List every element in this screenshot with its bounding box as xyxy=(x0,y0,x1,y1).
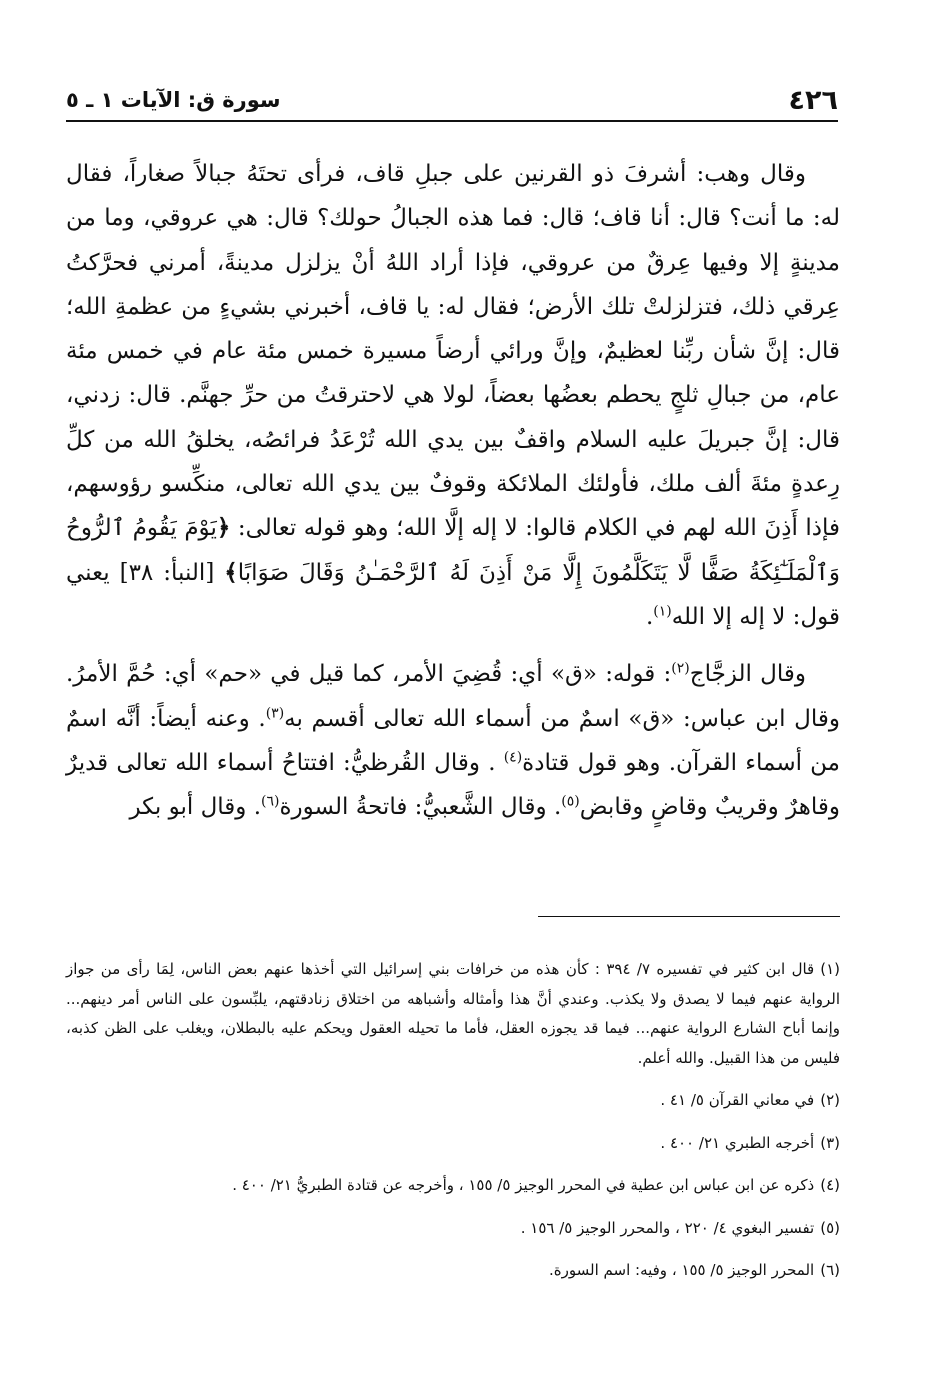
paragraph-wahb xyxy=(66,152,840,639)
paragraph-text: . وقال الشَّعبيُّ: فاتحةُ السورة xyxy=(279,794,562,821)
running-title: سورة ق: الآيات ١ ـ ٥ xyxy=(66,88,281,112)
footnote-text: في معاني القرآن ٥/ ٤١ . xyxy=(660,1091,815,1109)
paragraph-zajjaj xyxy=(66,652,840,829)
footnote xyxy=(66,1171,840,1201)
footnote-number: (٤) xyxy=(820,1176,840,1194)
footnotes xyxy=(66,955,840,1299)
main-text xyxy=(66,152,840,829)
footnote-number: (١) xyxy=(820,960,841,978)
footnote-marker[interactable]: (٣) xyxy=(265,704,285,721)
footnote-number: (٢) xyxy=(820,1091,840,1109)
quran-verse: يَوْمَ يَقُومُ ٱلرُّوحُ وَٱلْمَلَـٰٓئِكَةُ صَفًّا لَّا يَتَكَلَّمُونَ إِلَّا مَنْ أَذِنَ لَهُ ٱلرَّحْمَـٰنُ وَقَالَ صَوَابًا xyxy=(66,515,840,586)
paragraph-text: . وقال القُرظيُّ: افتتاحُ أسماء الله تعالى قديرٌ وقاهرٌ وقريبٌ وقاضٍ وقابض xyxy=(66,749,840,821)
footnote-marker[interactable]: (٤) xyxy=(503,749,523,766)
page-number: ٤٢٦ xyxy=(788,84,838,116)
footnote-text: المحرر الوجيز ٥/ ١٥٥ ، وفيه: اسم السورة. xyxy=(549,1261,815,1279)
footnote xyxy=(66,1086,840,1116)
quran-bracket-open: ﴿ xyxy=(216,514,231,542)
footnote-text: تفسير البغوي ٤/ ٢٢٠ ، والمحرر الوجيز ٥/ ١٥٦ . xyxy=(520,1218,815,1237)
footnote-number: (٦) xyxy=(820,1261,840,1279)
paragraph-text: وقال الزجَّاج xyxy=(689,661,806,688)
paragraph-text: : قوله: «ق» أي: قُضِيَ الأمر، كما قيل في «حم» أي: حُمَّ الأمرُ. وقال ابن عباس: «ق» اسمٌ من أسماء الله تعالى أقسم به xyxy=(66,661,841,732)
header-divider xyxy=(66,120,838,122)
page-header xyxy=(66,80,838,120)
footnote-text: ذكره عن ابن عباس ابن عطية في المحرر الوجيز ٥/ ١٥٥ ، وأخرجه عن قتادة الطبريُّ ٢١/ ٤٠٠ . xyxy=(232,1176,815,1194)
footnote xyxy=(66,955,840,1073)
footnote xyxy=(66,1214,840,1244)
footnote-number: (٥) xyxy=(820,1218,840,1237)
footnote-marker[interactable]: (١) xyxy=(653,603,672,620)
footnote-marker[interactable]: (٢) xyxy=(671,660,690,677)
quran-bracket-close: ﴾ xyxy=(224,558,238,586)
footnote-marker[interactable]: (٥) xyxy=(561,793,580,810)
paragraph-text: . xyxy=(645,603,654,630)
footnote-number: (٣) xyxy=(820,1133,840,1152)
footnote-divider xyxy=(538,916,840,917)
paragraph-text: . وعنه أيضاً: أنَّه اسمٌ من أسماء القرآن. وهو قول قتادة xyxy=(66,705,840,776)
paragraph-text: . وقال أبو بكر xyxy=(129,794,262,821)
footnote-text: أخرجه الطبري ٢١/ ٤٠٠ . xyxy=(660,1133,815,1152)
footnote xyxy=(66,1256,840,1286)
paragraph-text: وقال وهب: أشرفَ ذو القرنين على جبلِ قاف، فرأى تحتَهُ جبالاً صغاراً، فقال له: ما أنت؟ قال: أنا قاف؛ قال: فما هذه الجبالُ حولك؟ قال: هي عروقي، وما من مدينةٍ إلا وفيها عِرقٌ من عروقي، فإذا أراد اللهُ أنْ يزلزل مدينةً، أمرني فحرَّكتُ عِرقي ذلك، فتزلزلتْ تلك الأرض؛ فقال له: يا قاف، أخبرني بشيءٍ من عظمةِ الله؛ قال: إنَّ شأن ربِّنا لعظيمٌ، وإنَّ ورائي أرضاً مسيرة خمس مئة عام في خمس مئة عام، من جبالِ ثلجٍ يحطم بعضُها بعضاً، لولا هي لاحترقتُ من حرِّ جهنَّم. قال: زدني، قال: إنَّ جبريلَ عليه السلام واقفٌ بين يدي الله تُرْعَدُ فرائصُه، يخلقُ الله من كلِّ رِعدةٍ مئةَ ألف ملك، فأولئك الملائكة وقوفٌ بين يدي الله تعالى، منكِّسو رؤوسهم، فإذا أَذِنَ الله لهم في الكلام قالوا: لا إله إلَّا الله؛ وهو قوله تعالى: xyxy=(66,161,840,542)
footnote-text: قال ابن كثير في تفسيره ٧/ ٣٩٤ : كأن هذه من خرافات بني إسرائيل التي أخذها عنهم بعض الناس، لِمَا رأى من جواز الرواية عنهم فيما لا يصدق ولا يكذب. وعندي أنَّ هذا وأمثاله وأشباهه من اختلاق زنادقتهم، يلبِّسون على الناس أمر دينهم... وإنما أباح الشارع الرواية عنهم... فيما قد يجوزه العقل، فأما ما تحيله العقول ويحكم عليه بالبطلان، ويغلب على الظن كذبه، فليس من هذا القبيل. والله أعلم. xyxy=(66,960,840,1067)
footnote xyxy=(66,1129,840,1159)
paragraph-text: [النبأ: ٣٨] يعني قول: لا إله إلا الله xyxy=(66,559,840,630)
footnote-marker[interactable]: (٦) xyxy=(261,793,280,810)
